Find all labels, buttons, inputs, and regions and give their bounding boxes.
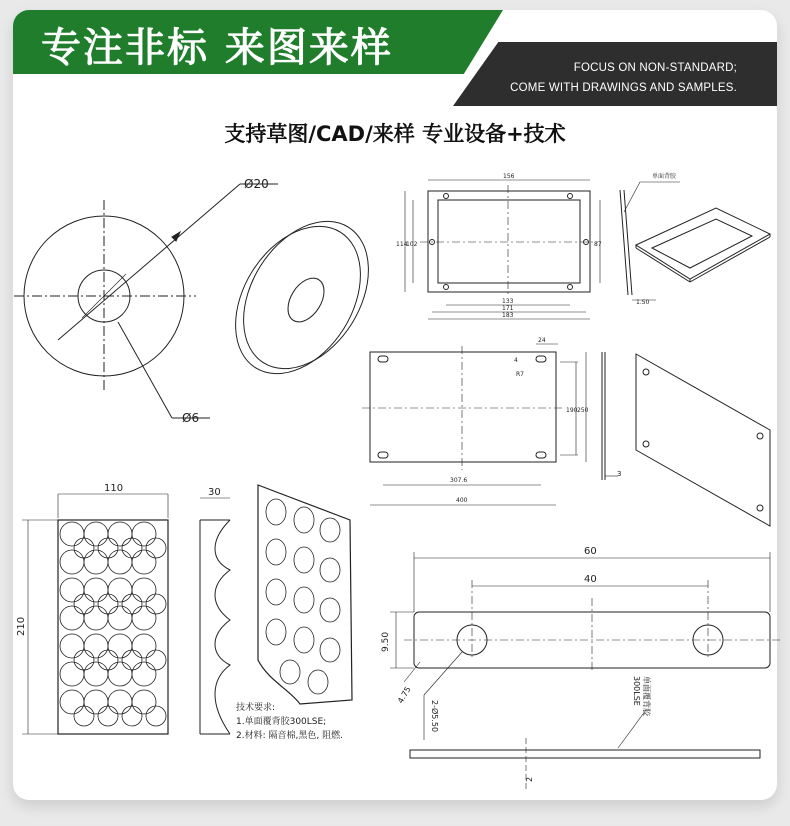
bar-dim-height: 9.50 [381,631,391,652]
plate-drawing [362,344,770,526]
plate-dim-w-outer: 400 [456,497,468,504]
foam-note-1: 1.单面覆背胶300LSE; [236,717,327,727]
frame-thickness: 1.50 [636,299,650,306]
plate-dim-h-outer: 250 [577,407,589,414]
bar-side-label-2: 300LSE [632,676,641,706]
bar-drawing [390,552,780,790]
frame-dim-left-inner: 102 [406,241,418,248]
bar-thickness: 2 [525,776,534,782]
bar-side-label-1: 单面覆背胶 [642,676,651,716]
frame-dim-bottom3: 183 [502,312,514,319]
plate-dim-slot: 24 [538,337,546,344]
plate-thickness: 3 [617,470,622,478]
plate-dim-angle: R7 [516,371,524,378]
foam-panel-drawing [22,485,352,734]
plate-dim-h-inner: 190 [566,407,578,414]
banner-title: 专注非标 来图来样 [41,25,393,71]
washer-outer-dim: Ø20 [244,177,269,191]
foam-note-2: 2.材料: 隔音棉,黑色, 阻燃. [236,731,343,741]
bar-dim-radius: 4.75 [395,685,413,705]
foam-dim-thickness: 30 [208,487,221,498]
plate-dim-w-inner: 307.6 [450,477,468,484]
frame-dim-left-outer: 114 [396,241,408,248]
frame-gasket-drawing [405,180,770,319]
frame-dim-bottom2: 171 [502,305,514,312]
frame-dim-right: 87 [594,241,602,248]
banner-english-line2: COME WITH DRAWINGS AND SAMPLES. [510,82,737,94]
banner-english-line1: FOCUS ON NON-STANDARD; [573,62,737,74]
plate-dim-small: 4 [514,357,518,364]
foam-notes-title: 技术要求: [236,703,276,713]
foam-dim-height: 210 [16,616,27,636]
bar-dim-holes: 40 [584,574,597,585]
frame-dim-top: 156 [503,173,515,180]
frame-dim-bottom1: 133 [502,298,514,305]
section-subtitle: 支持草图/CAD/来样 专业设备+技术 [224,122,566,146]
frame-side-label: 单面背胶 [652,173,677,180]
washer-inner-dim: Ø6 [182,411,200,425]
bar-dim-total: 60 [584,546,597,557]
washer-3d-view [210,199,394,397]
foam-dim-width: 110 [104,483,124,494]
bar-dim-hole: 2-Ø5.50 [430,700,439,733]
